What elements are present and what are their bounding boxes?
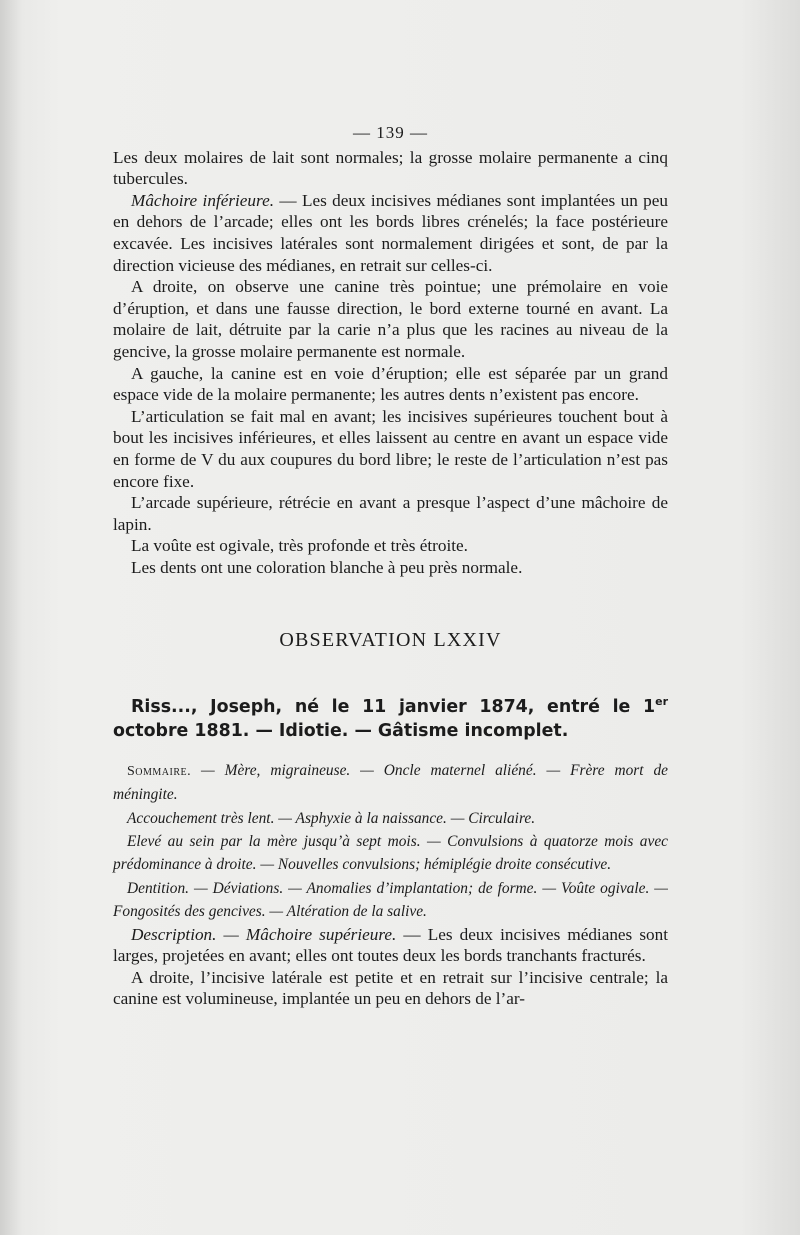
- paragraph: A gauche, la canine est en voie d’éruption; elle est séparée par un grand espace vide de la molaire permanente; les autres dents n’existent pas encore.: [113, 363, 668, 405]
- case-heading-rest: octobre 1881. — Idiotie. — Gâtisme incomplet.: [113, 720, 569, 741]
- paragraph: A droite, on observe une canine très pointue; une prémolaire en voie d’éruption, et dans une fausse direction, le bord externe tourné en avant. La molaire de lait, détruite par la carie n’a plus que les racines au niveau de la gencive, la grosse molaire permanente est normale.: [113, 277, 668, 361]
- summary-line: Accouchement très lent. — Asphyxie à la naissance. — Circulaire.: [127, 809, 536, 827]
- text-column: [113, 122, 668, 1010]
- paragraph: Les dents ont une coloration blanche à peu près normale.: [131, 557, 523, 577]
- summary-line: Dentition. — Déviations. — Anomalies d’implantation; de forme. — Voûte ogivale. — Fongosités des gencives. — Altération de la salive.: [113, 879, 668, 921]
- paragraph: [113, 190, 668, 276]
- summary-label: Sommaire.: [127, 763, 192, 779]
- summary-line: Elevé au sein par la mère jusqu’à sept mois. — Convulsions à quatorze mois avec prédominance à droite. — Nouvelles convulsions; hémiplégie droite consécutive.: [113, 833, 668, 874]
- page-number: — 139 —: [353, 123, 428, 142]
- paragraph: [113, 924, 668, 967]
- paragraph-label: Description. — Mâchoire supérieure.: [131, 924, 397, 944]
- paragraph: Les deux molaires de lait sont normales; la grosse molaire permanente a cinq tubercules.: [113, 147, 668, 189]
- paragraph: A droite, l’incisive latérale est petite et en retrait sur l’incisive centrale; la canine est volumineuse, implantée un peu en dehors de l’ar-: [113, 967, 668, 1009]
- case-heading: [113, 690, 668, 743]
- case-heading-sup: er: [655, 695, 668, 709]
- summary-line: [113, 759, 668, 807]
- paragraph-label: Mâchoire inférieure.: [131, 190, 274, 210]
- case-heading-main: Riss..., Joseph, né le 11 janvier 1874, entré le 1: [131, 696, 656, 717]
- summary-text: — Mère, migraineuse. — Oncle maternel aliéné. — Frère mort de méningite.: [113, 761, 668, 804]
- summary-block: [113, 759, 668, 924]
- paragraph: L’articulation se fait mal en avant; les incisives supérieures touchent bout à bout les incisives inférieures, et elles laissent au centre en avant un espace vide en forme de V du aux coupures du bord libre; le reste de l’articulation n’est pas encore fixe.: [113, 406, 668, 491]
- paragraph: La voûte est ogivale, très profonde et très étroite.: [131, 536, 468, 556]
- paragraph-body: — Les deux incisives médianes sont implantées un peu en dehors de l’arcade; elles ont les bords libres crénelés; la face postérieure excavée. Les incisives latérales sont normalement dirigées et sont, de par la direction vicieuse des médianes, en retrait sur celles-ci.: [113, 190, 668, 275]
- paragraph-body: — Les deux incisives médianes sont larges, projetées en avant; elles ont toutes deux les bords tranchants fracturés.: [113, 924, 668, 966]
- observation-title: OBSERVATION LXXIV: [279, 629, 502, 652]
- paragraph: L’arcade supérieure, rétrécie en avant a presque l’aspect d’une mâchoire de lapin.: [113, 493, 668, 534]
